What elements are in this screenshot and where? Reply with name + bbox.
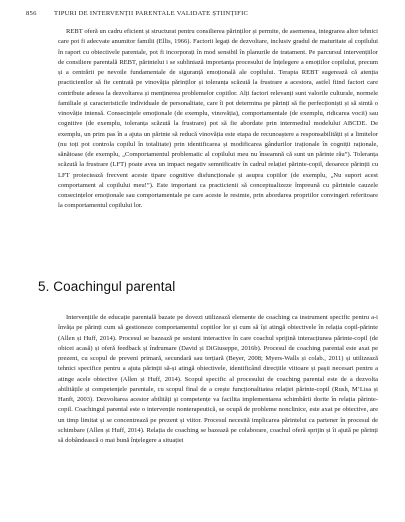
page-number: 856	[26, 10, 37, 17]
paragraph: REBT oferă un cadru eficient și structurat pentru consilierea părinților și permite, de asemenea, integrarea altor tehnici care pot fi adecvate anumitor familii (Ellis, 1966). Factorii legați de dezvoltare, inclusiv gradul de maturitate al copilului în raport cu obiectivele parentale, pot fi incorporați în mod sensibil în planurile de tratament. Pe parcursul intervențiilor de consiliere parentală REBT, părintelui i se subliniază importanța procesului de înțelegere a emoțiilor copilului, precum și a centrării pe nevoile fundamentale de siguranță emoțională ale copilului. Terapia REBT sugerează că atenția practicienilor să fie centrată pe vinovăția părinților și toleranța scăzută la frustrare a acestora, astfel fiind factori care contribuie adesea la dezvoltarea și menținerea problemelor copiilor. Alți factori relevanți sunt valorile culturale, normele familiale și caracteristicile individuale de personalitate, care îi pot determina pe părinți să fie perfecționiști și să simtă o vinovăție intensă. Consecințele emoționale (de exemplu, vinovăția), comportamentale (de exemplu, ridicarea vocii) sau cognitive (de exemplu, toleranța scăzută la frustrare) pot să fie abordate prin intermediul modelului ABCDE. De exemplu, un prim pas în a ajuta un părinte să reducă vinovăția este etapa de recunoaștere a responsabilității și a limitelor (nu toți pot controla copilul în totalitate) prin identificarea și modificarea gândurilor iraționale în cogniții raționale, sănătoase (de exemplu, „Comportamentul problematic al copilului meu nu înseamnă că sunt un părinte rău”). Toleranța scăzută la frustrare (LFT) poate avea un impact negativ semnificativ în cadrul relației părinte-copil, deoarece părinții cu LFT proiectează frecvent aceste tipare cognitive disfuncționale și asupra copiilor (de exemplu, „Nu suport acest comportament al copilului meu!”). Este important ca practicienii să conceptualizeze împreună cu părintele cauzele consecințelor emoționale sau comportamentale pe care aceste le resimte, prin abordarea propriilor convingeri referitoare la comportamentul copilului lor.	[58, 28, 378, 210]
running-header-title: TIPURI DE INTERVENȚII PARENTALE VALIDATE ȘTIINȚIFIC	[54, 10, 249, 17]
running-header	[26, 10, 377, 22]
paragraph: Intervențiile de educație parentală bazate pe dovezi utilizează elemente de coaching ca instrument specific pentru a-i învăța pe părinți cum să gestioneze comportamentul copiilor lor și cum să își atingă obiectivele în relația copil-părinte (Allen și Huff, 2014). Procesul se bazează pe sesiuni interactive în care coachul sprijină interacțiunea părinte-copil (de obicei acasă) și oferă feedback și îndrumare (David și DiGiuseppe, 2016b). Procesul de coaching parental este axat pe prezent, cu scopul de preveni primară, secundară sau terțiară (Beyer, 2008; Myers-Walls și colab., 2011) și utilizează tehnici specifice pentru a ajuta părinții să-și atingă obiectivele, identificând direcțiile viitoare și pașii necesari pentru a atinge acele obiective (Allen și Huff, 2014). Scopul specific al procesului de coaching parental este de a dezvolta abilitățile și competențele parentale, cu scopul final de a crește funcționalitatea relației părinte-copil (Rush, M’Lisa și Hanft, 2003). Dezvoltarea acestor abilități și competențe va facilita implementarea schimbării dorite în relația părinte-copil. Coachingul parental este o intervenție nonterapeutică, se ocupă de probleme nonclinice, este axat pe obiective, are un timp limitat și se concentrează pe prezent și viitor. Procesul necesită implicarea părintelui ca partener în procesul de schimbare (Allen și Huff, 2014). Relația de coaching se bazează pe colaborare, coachul oferă sprijin și îi ajută pe părinți să dobândească o mai bună înțelegere a situației	[58, 314, 378, 444]
body-text-top	[58, 27, 378, 212]
body-text-bottom	[58, 313, 378, 446]
section-heading: 5. Coachingul parental	[38, 279, 176, 294]
